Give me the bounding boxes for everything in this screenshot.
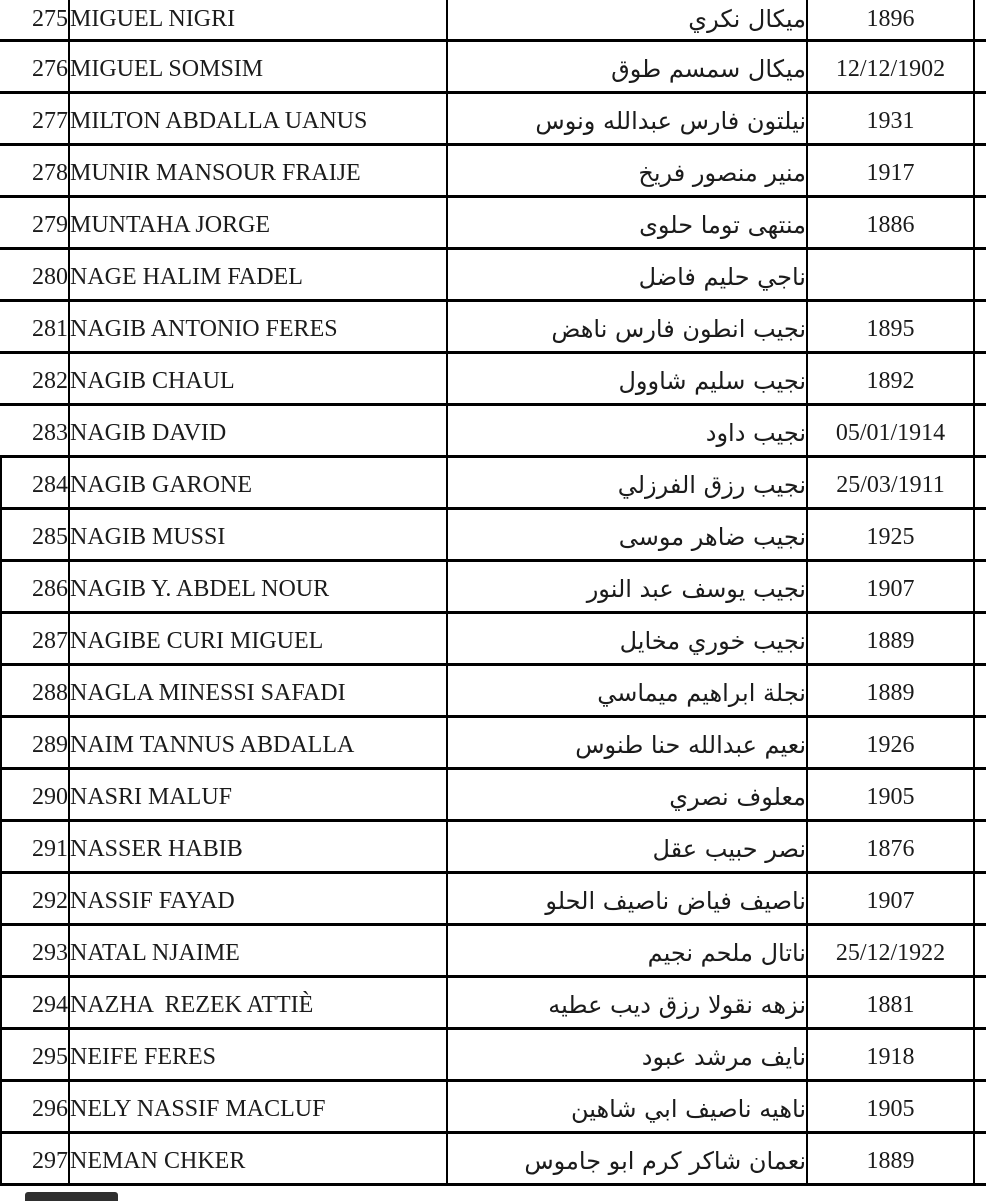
page-edge-cell [975, 198, 986, 250]
row-number-cell: 286 [0, 562, 70, 614]
row-number-cell: 280 [0, 250, 70, 302]
birth-date-cell: 1895 [808, 302, 975, 354]
table-row [0, 562, 986, 614]
row-number-cell: 284 [0, 458, 70, 510]
name-arabic-cell: نجيب سليم شاوول [448, 354, 808, 406]
page-edge-cell [975, 1030, 986, 1082]
name-latin-cell: MILTON ABDALLA UANUS [70, 94, 448, 146]
birth-date-cell: 1925 [808, 510, 975, 562]
name-latin-cell: NASRI MALUF [70, 770, 448, 822]
table-row [0, 354, 986, 406]
table-row [0, 146, 986, 198]
page-edge-cell [975, 354, 986, 406]
name-latin-cell: NAGIB Y. ABDEL NOUR [70, 562, 448, 614]
table-row [0, 1082, 986, 1134]
name-arabic-cell: ناتال ملحم نجيم [448, 926, 808, 978]
page-edge-cell [975, 406, 986, 458]
row-number-cell: 282 [0, 354, 70, 406]
table-row [0, 874, 986, 926]
birth-date-cell: 1931 [808, 94, 975, 146]
row-number-cell: 297 [0, 1134, 70, 1186]
page-edge-cell [975, 926, 986, 978]
row-number-cell: 276 [0, 42, 70, 94]
table-row [0, 302, 986, 354]
name-arabic-cell: نايف مرشد عبود [448, 1030, 808, 1082]
table-row [0, 1134, 986, 1186]
birth-date-cell: 1876 [808, 822, 975, 874]
name-latin-cell: MIGUEL SOMSIM [70, 42, 448, 94]
name-arabic-cell: نصر حبيب عقل [448, 822, 808, 874]
birth-date-cell: 1918 [808, 1030, 975, 1082]
name-latin-cell: NELY NASSIF MACLUF [70, 1082, 448, 1134]
name-latin-cell: NAGIB GARONE [70, 458, 448, 510]
table-row [0, 666, 986, 718]
page-edge-cell [975, 874, 986, 926]
page-edge-cell [975, 614, 986, 666]
page-edge-cell [975, 302, 986, 354]
row-number-cell: 283 [0, 406, 70, 458]
name-latin-cell: NATAL NJAIME [70, 926, 448, 978]
name-latin-cell: NAGIB MUSSI [70, 510, 448, 562]
name-arabic-cell: نجلة ابراهيم ميماسي [448, 666, 808, 718]
birth-date-cell: 1889 [808, 1134, 975, 1186]
name-arabic-cell: نعمان شاكر كرم ابو جاموس [448, 1134, 808, 1186]
birth-date-cell: 1905 [808, 770, 975, 822]
name-latin-cell: NEIFE FERES [70, 1030, 448, 1082]
birth-date-cell: 1926 [808, 718, 975, 770]
table-row [0, 978, 986, 1030]
page-edge-cell [975, 822, 986, 874]
page-edge-cell [975, 0, 986, 42]
row-number-cell: 295 [0, 1030, 70, 1082]
row-number-cell: 290 [0, 770, 70, 822]
birth-date-cell: 25/12/1922 [808, 926, 975, 978]
page-edge-cell [975, 718, 986, 770]
row-number-cell: 296 [0, 1082, 70, 1134]
table-row [0, 1030, 986, 1082]
row-number-cell: 285 [0, 510, 70, 562]
table-row [0, 510, 986, 562]
name-arabic-cell: نجيب انطون فارس ناهض [448, 302, 808, 354]
page-edge-cell [975, 1082, 986, 1134]
row-number-cell: 292 [0, 874, 70, 926]
page-edge-cell [975, 146, 986, 198]
table-row [0, 42, 986, 94]
row-number-cell: 288 [0, 666, 70, 718]
table-row [0, 718, 986, 770]
name-arabic-cell: معلوف نصري [448, 770, 808, 822]
table-row [0, 0, 986, 42]
name-arabic-cell: ناصيف فياض ناصيف الحلو [448, 874, 808, 926]
birth-date-cell: 1917 [808, 146, 975, 198]
name-arabic-cell: منير منصور فريخ [448, 146, 808, 198]
name-latin-cell: NAGIB CHAUL [70, 354, 448, 406]
page-edge-cell [975, 94, 986, 146]
name-latin-cell: NASSIF FAYAD [70, 874, 448, 926]
name-latin-cell: NAGLA MINESSI SAFADI [70, 666, 448, 718]
name-arabic-cell: ناهيه ناصيف ابي شاهين [448, 1082, 808, 1134]
table-row [0, 250, 986, 302]
row-number-cell: 294 [0, 978, 70, 1030]
row-number-cell: 281 [0, 302, 70, 354]
name-latin-cell: MUNTAHA JORGE [70, 198, 448, 250]
birth-date-cell: 1892 [808, 354, 975, 406]
row-number-cell: 275 [0, 0, 70, 42]
name-latin-cell: NAIM TANNUS ABDALLA [70, 718, 448, 770]
birth-date-cell: 1889 [808, 614, 975, 666]
page-edge-cell [975, 458, 986, 510]
name-latin-cell: NAGIB ANTONIO FERES [70, 302, 448, 354]
name-latin-cell: NEMAN CHKER [70, 1134, 448, 1186]
name-latin-cell: MIGUEL NIGRI [70, 0, 448, 42]
table-row [0, 458, 986, 510]
name-latin-cell: NASSER HABIB [70, 822, 448, 874]
table-row [0, 770, 986, 822]
page-edge-cell [975, 42, 986, 94]
table-row [0, 926, 986, 978]
name-arabic-cell: نعيم عبدالله حنا طنوس [448, 718, 808, 770]
birth-date-cell: 1889 [808, 666, 975, 718]
birth-date-cell: 1905 [808, 1082, 975, 1134]
table-row [0, 94, 986, 146]
birth-date-cell: 1907 [808, 874, 975, 926]
row-number-cell: 289 [0, 718, 70, 770]
table-row [0, 822, 986, 874]
page-edge-cell [975, 770, 986, 822]
page-edge-cell [975, 562, 986, 614]
name-arabic-cell: نزهه نقولا رزق ديب عطيه [448, 978, 808, 1030]
name-latin-cell: NAGE HALIM FADEL [70, 250, 448, 302]
birth-date-cell: 1907 [808, 562, 975, 614]
row-number-cell: 287 [0, 614, 70, 666]
birth-date-cell: 25/03/1911 [808, 458, 975, 510]
page-edge-cell [975, 510, 986, 562]
name-latin-cell: NAZHA REZEK ATTIÈ [70, 978, 448, 1030]
page-edge-cell [975, 250, 986, 302]
name-arabic-cell: نيلتون فارس عبدالله ونوس [448, 94, 808, 146]
name-arabic-cell: ناجي حليم فاضل [448, 250, 808, 302]
page-edge-cell [975, 978, 986, 1030]
name-arabic-cell: نجيب رزق الفرزلي [448, 458, 808, 510]
page-edge-cell [975, 1134, 986, 1186]
row-number-cell: 279 [0, 198, 70, 250]
birth-date-cell: 12/12/1902 [808, 42, 975, 94]
name-arabic-cell: نجيب خوري مخايل [448, 614, 808, 666]
name-arabic-cell: منتهى توما حلوى [448, 198, 808, 250]
birth-date-cell: 1881 [808, 978, 975, 1030]
name-arabic-cell: نجيب ضاهر موسى [448, 510, 808, 562]
birth-date-cell: 1886 [808, 198, 975, 250]
name-arabic-cell: ميكال سمسم طوق [448, 42, 808, 94]
table-row [0, 198, 986, 250]
row-number-cell: 291 [0, 822, 70, 874]
birth-date-cell [808, 250, 975, 302]
birth-date-cell: 1896 [808, 0, 975, 42]
name-latin-cell: NAGIB DAVID [70, 406, 448, 458]
name-latin-cell: MUNIR MANSOUR FRAIJE [70, 146, 448, 198]
table-row [0, 406, 986, 458]
page-edge-cell [975, 666, 986, 718]
name-latin-cell: NAGIBE CURI MIGUEL [70, 614, 448, 666]
row-number-cell: 278 [0, 146, 70, 198]
name-arabic-cell: نجيب يوسف عبد النور [448, 562, 808, 614]
row-number-cell: 277 [0, 94, 70, 146]
row-number-cell: 293 [0, 926, 70, 978]
table-row [0, 614, 986, 666]
name-arabic-cell: نجيب داود [448, 406, 808, 458]
birth-date-cell: 05/01/1914 [808, 406, 975, 458]
name-arabic-cell: ميكال نكري [448, 0, 808, 42]
